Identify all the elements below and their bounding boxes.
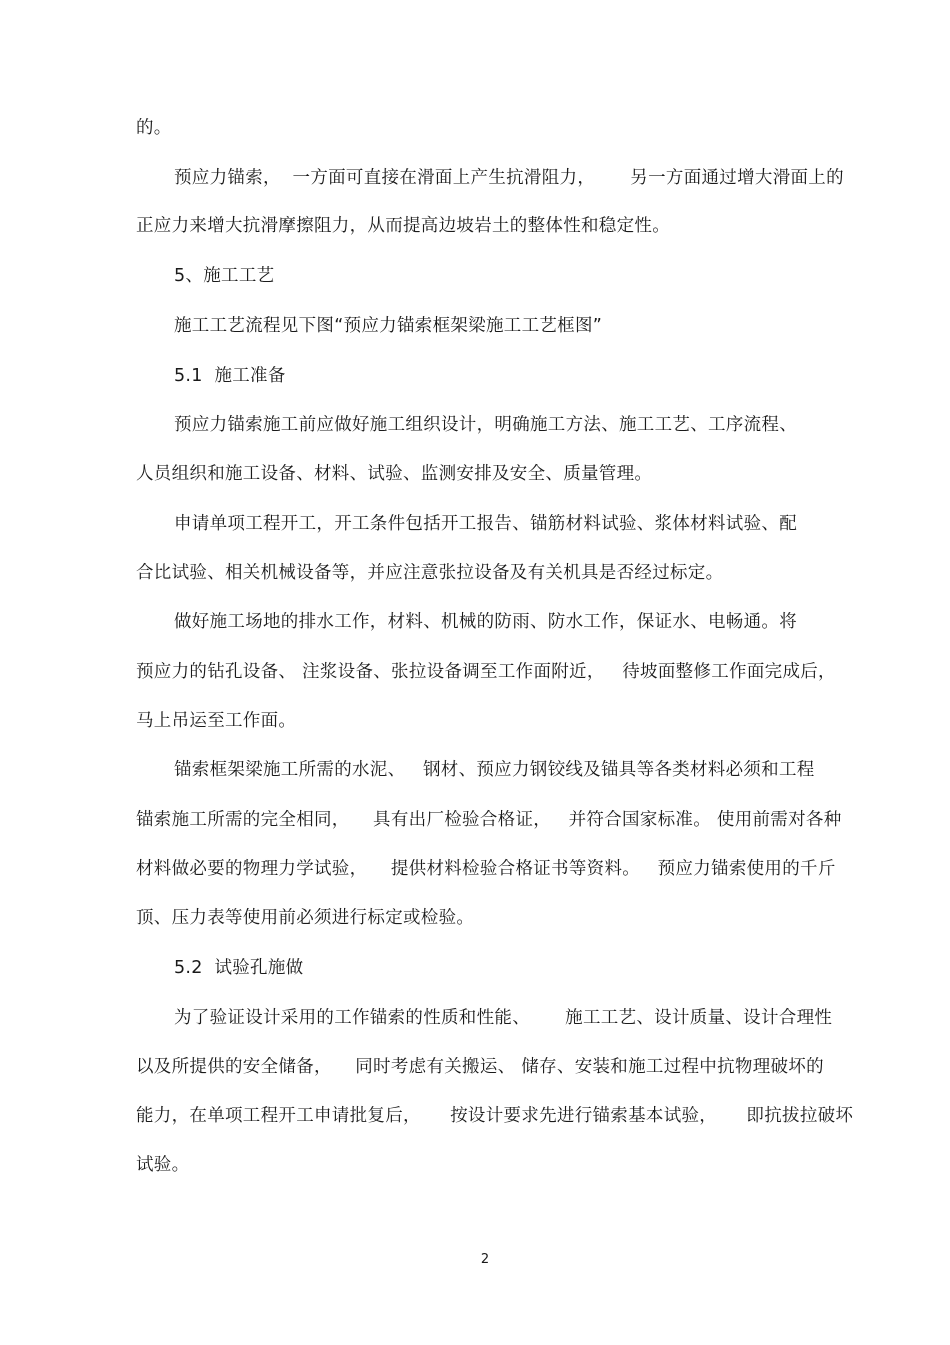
text-line-8: 人员组织和施工设备、材料、试验、监测安排及安全、质量管理。 xyxy=(136,464,653,484)
text-line-17: 顶、压力表等使用前必须进行标定或检验。 xyxy=(136,908,475,928)
text-line-13: 马上吊运至工作面。 xyxy=(136,711,297,731)
text-line-15: 锚索施工所需的完全相同， 具有出厂检验合格证， 并符合国家标准。 使用前需对各种 xyxy=(136,810,842,830)
section-heading-5: 5、施工工艺 xyxy=(174,266,275,286)
text-line-2: 预应力锚索， 一方面可直接在滑面上产生抗滑阻力， 另一方面通过增大滑面上的 xyxy=(174,168,844,188)
text-line-3: 正应力来增大抗滑摩擦阻力，从而提高边坡岩土的整体性和稳定性。 xyxy=(136,216,670,236)
text-line-22: 试验。 xyxy=(136,1155,190,1175)
text-line-7: 预应力锚索施工前应做好施工组织设计，明确施工方法、施工工艺、工序流程、 xyxy=(174,415,797,435)
text-line-21: 能力，在单项工程开工申请批复后， 按设计要求先进行锚索基本试验， 即抗拔拉破坏 xyxy=(136,1106,854,1126)
text-line-10: 合比试验、相关机械设备等，并应注意张拉设备及有关机具是否经过标定。 xyxy=(136,563,724,583)
text-line-1: 的。 xyxy=(136,118,172,138)
text-line-19: 为了验证设计采用的工作锚索的性质和性能、 施工工艺、设计质量、设计合理性 xyxy=(174,1008,833,1028)
text-line-9: 申请单项工程开工，开工条件包括开工报告、锚筋材料试验、浆体材料试验、配 xyxy=(174,514,797,534)
page-number: 2 xyxy=(480,1252,490,1267)
text-line-5: 施工工艺流程见下图“预应力锚索框架梁施工工艺框图” xyxy=(174,316,603,336)
section-heading-5-2: 5.2 试验孔施做 xyxy=(174,958,304,978)
text-line-12: 预应力的钻孔设备、 注浆设备、张拉设备调至工作面附近， 待坡面整修工作面完成后， xyxy=(136,662,836,682)
text-line-11: 做好施工场地的排水工作，材料、机械的防雨、防水工作，保证水、电畅通。将 xyxy=(174,612,797,632)
text-line-16: 材料做必要的物理力学试验， 提供材料检验合格证书等资料。 预应力锚索使用的千斤 xyxy=(136,859,836,879)
text-line-14: 锚索框架梁施工所需的水泥、 钢材、预应力钢铰线及锚具等各类材料必须和工程 xyxy=(174,760,815,780)
section-heading-5-1: 5.1 施工准备 xyxy=(174,366,286,386)
text-line-20: 以及所提供的安全储备， 同时考虑有关搬运、 储存、安装和施工过程中抗物理破坏的 xyxy=(136,1057,824,1077)
